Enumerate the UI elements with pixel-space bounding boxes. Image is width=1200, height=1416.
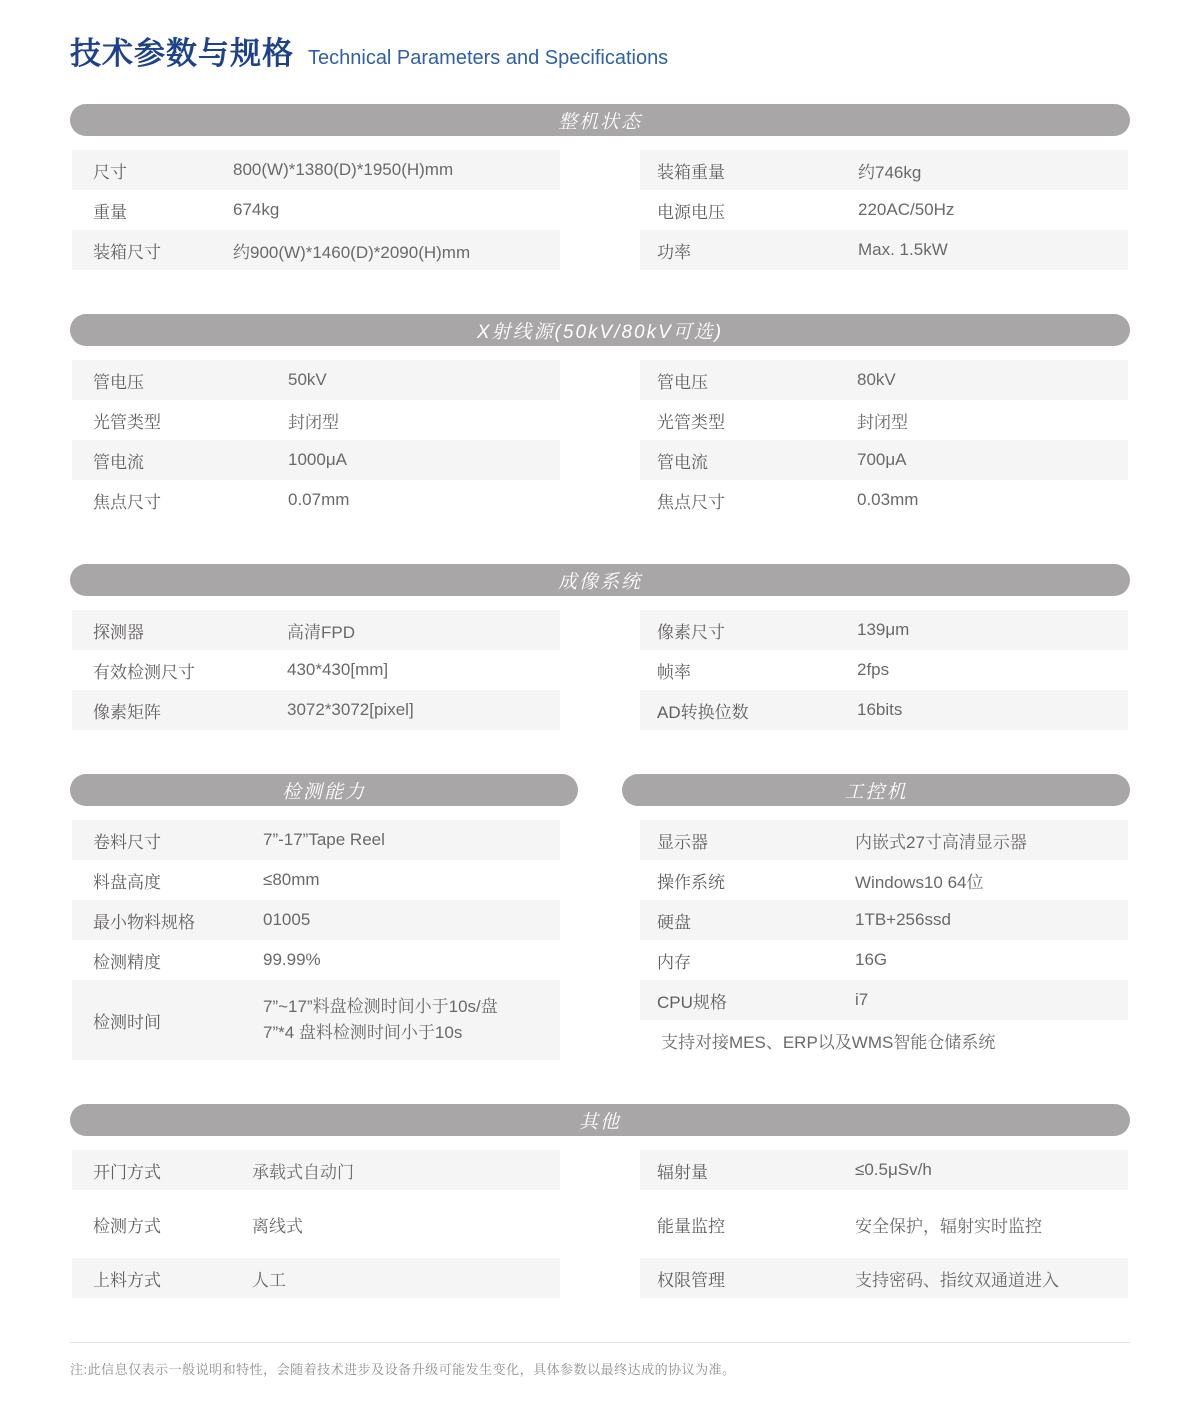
section-header-bar bbox=[622, 774, 1130, 806]
section-tables bbox=[72, 820, 1130, 1060]
spec-label: 焦点尺寸 bbox=[93, 492, 161, 512]
section-header-bar bbox=[70, 314, 1130, 346]
section-imaging-system bbox=[70, 564, 1130, 730]
spec-value: 16bits bbox=[857, 700, 903, 719]
spec-value: 1000μA bbox=[288, 450, 347, 469]
spec-label: 检测精度 bbox=[93, 952, 161, 972]
section-header-label: 成像系统 bbox=[557, 571, 642, 593]
spec-row bbox=[640, 900, 1128, 940]
spec-table-right bbox=[640, 150, 1128, 270]
spec-row bbox=[72, 650, 560, 690]
spec-table-right bbox=[640, 360, 1128, 520]
spec-row bbox=[640, 940, 1128, 980]
spec-value: 7”-17”Tape Reel bbox=[263, 830, 385, 849]
spec-label: 管电流 bbox=[657, 452, 708, 472]
spec-label: CPU规格 bbox=[657, 992, 727, 1012]
spec-value: Max. 1.5kW bbox=[858, 240, 948, 259]
section-tables bbox=[72, 360, 1130, 520]
section-header-bar bbox=[70, 774, 578, 806]
spec-row bbox=[640, 1258, 1128, 1298]
section-header-label: X射线源(50kV/80kV可选) bbox=[476, 321, 724, 343]
spec-value: 高清FPD bbox=[287, 622, 355, 642]
spec-value: 封闭型 bbox=[288, 412, 339, 432]
spec-value: 人工 bbox=[252, 1270, 286, 1290]
spec-label: 检测方式 bbox=[93, 1216, 161, 1236]
spec-label: 电源电压 bbox=[657, 202, 725, 222]
spec-label: 卷料尺寸 bbox=[93, 832, 161, 852]
spec-label: 探测器 bbox=[93, 622, 144, 642]
spec-label: 管电流 bbox=[93, 452, 144, 472]
spec-row bbox=[72, 900, 560, 940]
spec-label: 像素矩阵 bbox=[93, 702, 161, 722]
spec-row bbox=[72, 190, 560, 230]
spec-row bbox=[72, 1150, 560, 1190]
section-header-bar bbox=[70, 1104, 1130, 1136]
spec-row bbox=[640, 400, 1128, 440]
spec-value: 80kV bbox=[857, 370, 896, 389]
spec-label: 有效检测尺寸 bbox=[93, 662, 195, 682]
spec-label: 操作系统 bbox=[657, 872, 725, 892]
spec-row bbox=[640, 360, 1128, 400]
spec-row bbox=[72, 940, 560, 980]
spec-value bbox=[263, 994, 498, 1046]
spec-value: 99.99% bbox=[263, 950, 321, 969]
spec-label: 功率 bbox=[657, 242, 691, 262]
section-header-label: 其他 bbox=[578, 1111, 621, 1133]
spec-label: 装箱尺寸 bbox=[93, 242, 161, 262]
spec-row bbox=[72, 690, 560, 730]
spec-row bbox=[640, 150, 1128, 190]
spec-value: 内嵌式27寸高清显示器 bbox=[855, 832, 1027, 852]
spec-value: 50kV bbox=[288, 370, 327, 389]
section-tables bbox=[72, 610, 1130, 730]
spec-label: 最小物料规格 bbox=[93, 912, 195, 932]
spec-row bbox=[640, 860, 1128, 900]
section-machine-status bbox=[70, 104, 1130, 270]
spec-row bbox=[72, 610, 560, 650]
spec-label: 光管类型 bbox=[93, 412, 161, 432]
page-subtitle: Technical Parameters and Specifications bbox=[308, 47, 669, 69]
page-title-row bbox=[70, 28, 1130, 73]
spec-label: 焦点尺寸 bbox=[657, 492, 725, 512]
section-xray-source bbox=[70, 314, 1130, 520]
spec-label: 装箱重量 bbox=[657, 162, 725, 182]
spec-value: 0.07mm bbox=[288, 490, 350, 509]
spec-row bbox=[72, 860, 560, 900]
spec-row bbox=[640, 650, 1128, 690]
spec-table-right bbox=[640, 610, 1128, 730]
spec-row bbox=[640, 1204, 1128, 1244]
spec-row bbox=[72, 820, 560, 860]
spec-row bbox=[640, 230, 1128, 270]
footer-divider bbox=[70, 1342, 1130, 1343]
spec-row bbox=[640, 190, 1128, 230]
spec-label: 尺寸 bbox=[93, 162, 127, 182]
section-header-row bbox=[70, 774, 1130, 806]
spec-table-left bbox=[72, 150, 560, 270]
spec-label: 光管类型 bbox=[657, 412, 725, 432]
spec-row bbox=[72, 980, 560, 1060]
spec-value: 1TB+256ssd bbox=[855, 910, 951, 929]
spec-sections bbox=[70, 104, 1130, 1298]
spec-label: 重量 bbox=[93, 202, 127, 222]
spec-value: 700μA bbox=[857, 450, 907, 469]
spec-row bbox=[72, 360, 560, 400]
spec-label: 显示器 bbox=[657, 832, 708, 852]
spec-label: 内存 bbox=[657, 952, 691, 972]
spec-label: 管电压 bbox=[657, 372, 708, 392]
spec-value: 0.03mm bbox=[857, 490, 919, 509]
spec-row bbox=[72, 1204, 560, 1244]
spec-label: 上料方式 bbox=[93, 1270, 161, 1290]
spec-value: 支持密码、指纹双通道进入 bbox=[855, 1270, 1059, 1290]
spec-value: 2fps bbox=[857, 660, 890, 679]
section-header-label: 检测能力 bbox=[281, 781, 366, 803]
page-footer bbox=[70, 1342, 1130, 1378]
section-tables bbox=[72, 1150, 1130, 1298]
spec-value-line: 7”~17”料盘检测时间小于10s/盘 bbox=[263, 997, 498, 1016]
spec-row bbox=[72, 480, 560, 520]
spec-value: 16G bbox=[855, 950, 888, 969]
page-title: 技术参数与规格 bbox=[70, 36, 294, 71]
spec-value: 674kg bbox=[233, 200, 280, 219]
spec-value: 约900(W)*1460(D)*2090(H)mm bbox=[233, 242, 471, 262]
section-header-bar bbox=[70, 104, 1130, 136]
spec-value: i7 bbox=[855, 990, 869, 1009]
spec-value: 01005 bbox=[263, 910, 311, 929]
spec-value: 3072*3072[pixel] bbox=[287, 700, 414, 719]
section-header-label: 工控机 bbox=[844, 781, 908, 803]
spec-row bbox=[640, 440, 1128, 480]
spec-table-left bbox=[72, 1150, 560, 1298]
section-header-bar bbox=[70, 564, 1130, 596]
section-tables bbox=[72, 150, 1130, 270]
spec-value: ≤0.5μSv/h bbox=[855, 1160, 932, 1179]
spec-value: 220AC/50Hz bbox=[858, 200, 955, 219]
spec-row bbox=[72, 400, 560, 440]
spec-label: 像素尺寸 bbox=[657, 622, 725, 642]
spec-value: Windows10 64位 bbox=[855, 872, 984, 892]
spec-table-left bbox=[72, 360, 560, 520]
spec-label: 权限管理 bbox=[657, 1270, 725, 1290]
spec-row bbox=[72, 150, 560, 190]
page-header bbox=[70, 28, 1130, 73]
spec-label: AD转换位数 bbox=[657, 702, 749, 722]
spec-label: 检测时间 bbox=[93, 1012, 161, 1032]
spec-label: 辐射量 bbox=[657, 1162, 708, 1182]
spec-value: 430*430[mm] bbox=[287, 660, 389, 679]
spec-table-right bbox=[640, 1150, 1128, 1298]
spec-row bbox=[72, 440, 560, 480]
footer-note: 注:此信息仅表示一般说明和特性，会随着技术进步及设备升级可能发生变化，具体参数以最终达成的协议为准。 bbox=[70, 1362, 736, 1377]
spec-label: 管电压 bbox=[93, 372, 144, 392]
spec-table-right bbox=[640, 820, 1128, 1060]
spec-value: ≤80mm bbox=[263, 870, 320, 889]
section-others bbox=[70, 1104, 1130, 1298]
spec-row bbox=[640, 980, 1128, 1020]
spec-table-left bbox=[72, 820, 560, 1060]
spec-row bbox=[640, 480, 1128, 520]
spec-label: 料盘高度 bbox=[93, 872, 161, 892]
spec-label: 开门方式 bbox=[93, 1162, 161, 1182]
spec-value: 约746kg bbox=[858, 162, 922, 182]
spec-row bbox=[640, 1020, 1128, 1060]
spec-row bbox=[640, 690, 1128, 730]
spec-row bbox=[640, 820, 1128, 860]
spec-label: 帧率 bbox=[657, 662, 691, 682]
spec-row bbox=[72, 1258, 560, 1298]
section-header-label: 整机状态 bbox=[557, 111, 642, 133]
spec-table-left bbox=[72, 610, 560, 730]
spec-value: 离线式 bbox=[252, 1216, 303, 1236]
spec-row bbox=[640, 610, 1128, 650]
spec-full-text: 支持对接MES、ERP以及WMS智能仓储系统 bbox=[661, 1032, 996, 1052]
spec-value: 安全保护，辐射实时监控 bbox=[855, 1216, 1042, 1236]
spec-value: 800(W)*1380(D)*1950(H)mm bbox=[233, 160, 454, 179]
spec-value-line: 7”*4 盘料检测时间小于10s bbox=[263, 1023, 463, 1042]
spec-value: 139μm bbox=[857, 620, 910, 639]
spec-value: 封闭型 bbox=[857, 412, 908, 432]
spec-value: 承载式自动门 bbox=[252, 1162, 354, 1182]
spec-label: 能量监控 bbox=[657, 1216, 725, 1236]
spec-label: 硬盘 bbox=[657, 912, 691, 932]
section-capability-ipc bbox=[70, 774, 1130, 1060]
spec-row bbox=[640, 1150, 1128, 1190]
spec-row bbox=[72, 230, 560, 270]
